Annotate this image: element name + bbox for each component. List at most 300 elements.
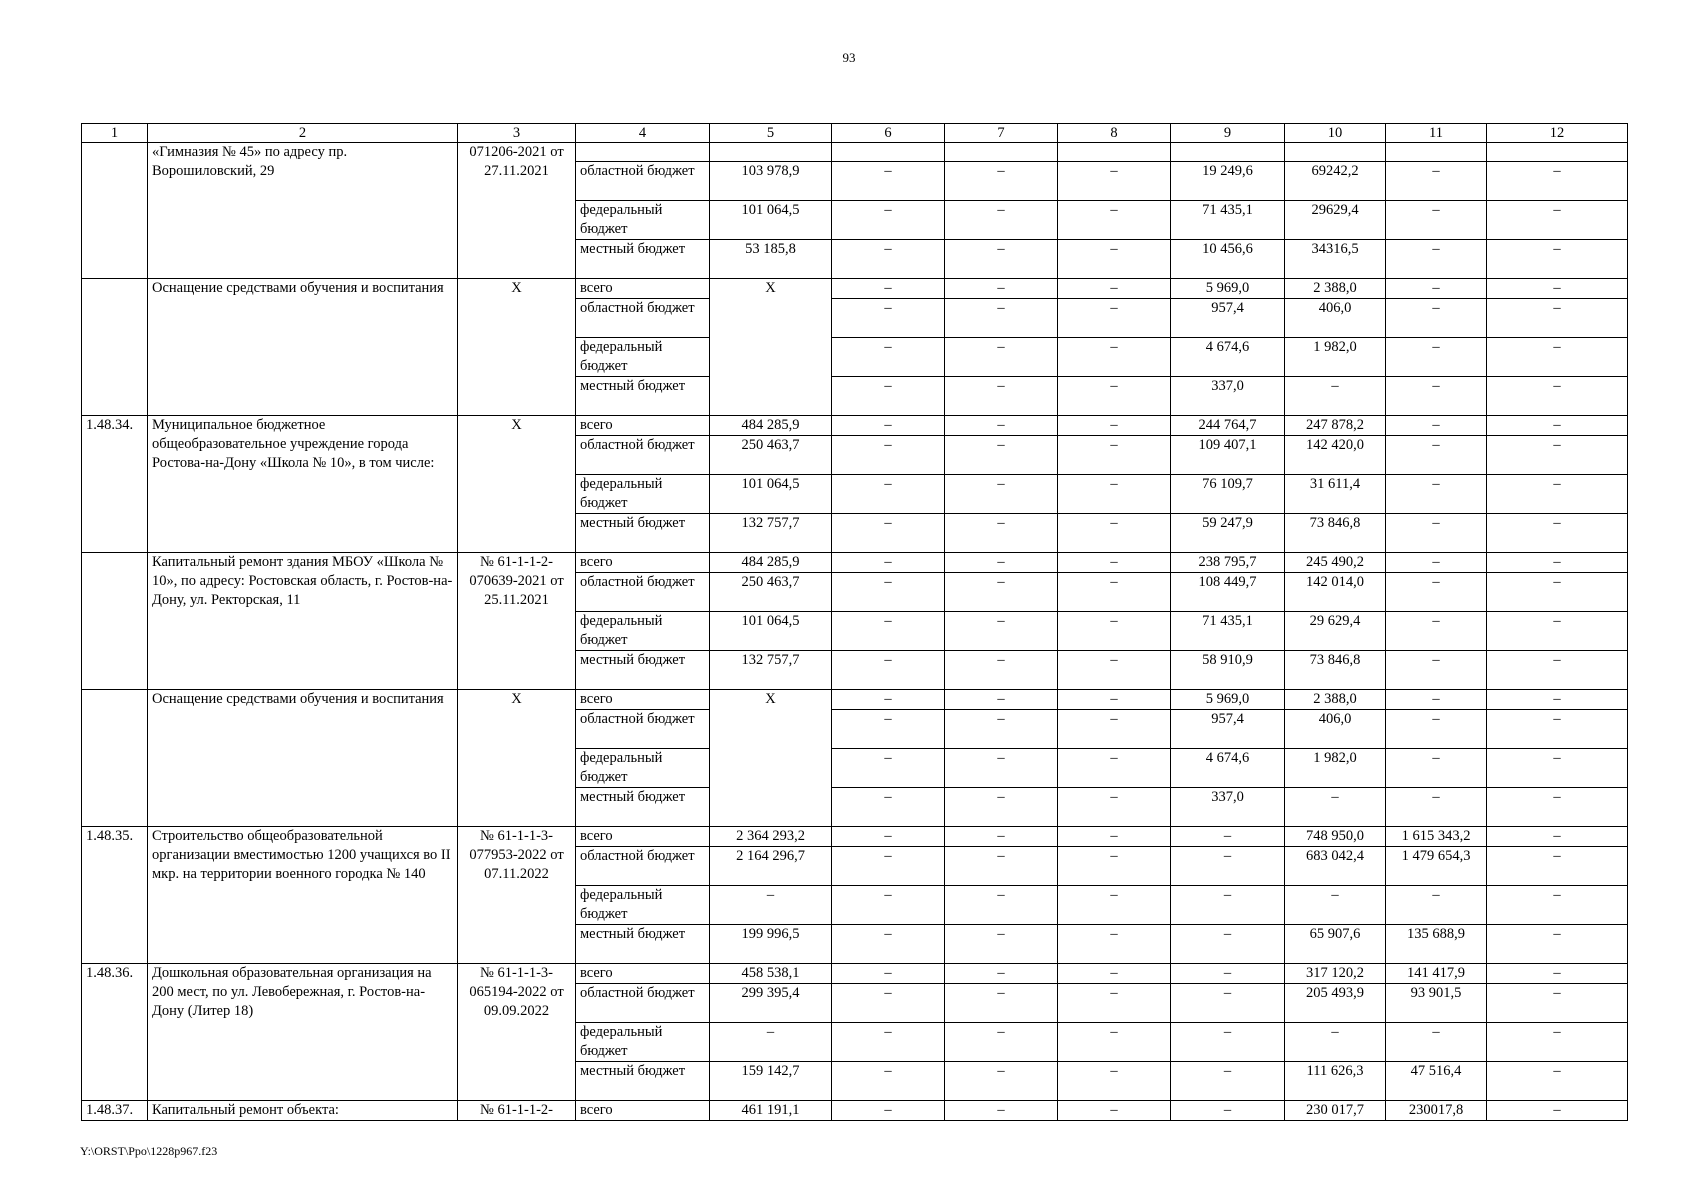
year-value-col-7: – <box>945 553 1058 573</box>
conclusion-number: № 61-1-1-3-065194-2022 от 09.09.2022 <box>458 964 576 1101</box>
year-value-col-10: 65 907,6 <box>1285 925 1386 964</box>
year-value-col-7: – <box>945 827 1058 847</box>
funding-source <box>576 143 710 162</box>
year-value-col-11: 93 901,5 <box>1386 984 1487 1023</box>
year-value-col-11: – <box>1386 710 1487 749</box>
year-value-col-11: – <box>1386 1023 1487 1062</box>
funding-source: областной бюджет <box>576 299 710 338</box>
year-value-col-6: – <box>832 1023 945 1062</box>
year-value-col-6: – <box>832 279 945 299</box>
row-number <box>82 690 148 827</box>
column-header-1: 1 <box>82 124 148 143</box>
year-value-col-6: – <box>832 984 945 1023</box>
year-value-col-10: 683 042,4 <box>1285 847 1386 886</box>
year-value-col-6: – <box>832 436 945 475</box>
year-value-col-11: – <box>1386 788 1487 827</box>
year-value-col-10: 247 878,2 <box>1285 416 1386 436</box>
year-value-col-10: 31 611,4 <box>1285 475 1386 514</box>
year-value-col-7 <box>945 143 1058 162</box>
year-value-col-10: – <box>1285 886 1386 925</box>
year-value-col-12: – <box>1487 1062 1628 1101</box>
year-value-col-8: – <box>1058 612 1171 651</box>
total-amount: 299 395,4 <box>710 984 832 1023</box>
total-amount: 103 978,9 <box>710 162 832 201</box>
year-value-col-12: – <box>1487 984 1628 1023</box>
funding-source: всего <box>576 1101 710 1121</box>
table-row <box>82 690 1628 710</box>
year-value-col-6: – <box>832 240 945 279</box>
year-value-col-9: 337,0 <box>1171 788 1285 827</box>
year-value-col-8: – <box>1058 514 1171 553</box>
year-value-col-11: – <box>1386 651 1487 690</box>
column-header-4: 4 <box>576 124 710 143</box>
year-value-col-12: – <box>1487 886 1628 925</box>
year-value-col-12 <box>1487 143 1628 162</box>
year-value-col-10: 29629,4 <box>1285 201 1386 240</box>
year-value-col-10: 2 388,0 <box>1285 690 1386 710</box>
year-value-col-9: 76 109,7 <box>1171 475 1285 514</box>
year-value-col-7: – <box>945 710 1058 749</box>
year-value-col-6: – <box>832 710 945 749</box>
year-value-col-9: 109 407,1 <box>1171 436 1285 475</box>
year-value-col-6: – <box>832 201 945 240</box>
year-value-col-12: – <box>1487 925 1628 964</box>
year-value-col-6: – <box>832 612 945 651</box>
year-value-col-6: – <box>832 162 945 201</box>
year-value-col-8 <box>1058 143 1171 162</box>
year-value-col-9: 957,4 <box>1171 299 1285 338</box>
year-value-col-8: – <box>1058 690 1171 710</box>
year-value-col-8: – <box>1058 338 1171 377</box>
year-value-col-7: – <box>945 573 1058 612</box>
year-value-col-8: – <box>1058 299 1171 338</box>
funding-source: федеральный бюджет <box>576 475 710 514</box>
funding-source: всего <box>576 827 710 847</box>
year-value-col-9: 71 435,1 <box>1171 612 1285 651</box>
funding-source: федеральный бюджет <box>576 1023 710 1062</box>
year-value-col-11: – <box>1386 279 1487 299</box>
year-value-col-11: – <box>1386 201 1487 240</box>
year-value-col-10: 142 420,0 <box>1285 436 1386 475</box>
year-value-col-8: – <box>1058 1101 1171 1121</box>
year-value-col-9: 59 247,9 <box>1171 514 1285 553</box>
year-value-col-7: – <box>945 925 1058 964</box>
year-value-col-10: 230 017,7 <box>1285 1101 1386 1121</box>
year-value-col-12: – <box>1487 377 1628 416</box>
year-value-col-11: – <box>1386 886 1487 925</box>
year-value-col-10: 205 493,9 <box>1285 984 1386 1023</box>
column-header-5: 5 <box>710 124 832 143</box>
total-amount: Х <box>710 279 832 416</box>
funding-source: местный бюджет <box>576 514 710 553</box>
funding-source: федеральный бюджет <box>576 338 710 377</box>
year-value-col-10 <box>1285 143 1386 162</box>
year-value-col-10: 73 846,8 <box>1285 651 1386 690</box>
funding-source: федеральный бюджет <box>576 612 710 651</box>
year-value-col-9: 108 449,7 <box>1171 573 1285 612</box>
year-value-col-8: – <box>1058 416 1171 436</box>
year-value-col-9: – <box>1171 925 1285 964</box>
object-name: Капитальный ремонт объекта: <box>148 1101 458 1121</box>
year-value-col-10: 111 626,3 <box>1285 1062 1386 1101</box>
year-value-col-6: – <box>832 651 945 690</box>
funding-source: местный бюджет <box>576 240 710 279</box>
year-value-col-7: – <box>945 514 1058 553</box>
funding-source: областной бюджет <box>576 847 710 886</box>
year-value-col-9: 4 674,6 <box>1171 338 1285 377</box>
year-value-col-6: – <box>832 299 945 338</box>
funding-source: федеральный бюджет <box>576 201 710 240</box>
year-value-col-8: – <box>1058 377 1171 416</box>
year-value-col-7: – <box>945 279 1058 299</box>
year-value-col-6: – <box>832 514 945 553</box>
funding-source: федеральный бюджет <box>576 886 710 925</box>
year-value-col-10: 1 982,0 <box>1285 338 1386 377</box>
total-amount: 101 064,5 <box>710 612 832 651</box>
funding-source: областной бюджет <box>576 162 710 201</box>
year-value-col-10: 245 490,2 <box>1285 553 1386 573</box>
funding-source: местный бюджет <box>576 377 710 416</box>
year-value-col-11: 47 516,4 <box>1386 1062 1487 1101</box>
year-value-col-7: – <box>945 1023 1058 1062</box>
year-value-col-6: – <box>832 886 945 925</box>
year-value-col-6: – <box>832 475 945 514</box>
year-value-col-10: – <box>1285 1023 1386 1062</box>
year-value-col-10: 34316,5 <box>1285 240 1386 279</box>
column-header-8: 8 <box>1058 124 1171 143</box>
total-amount: 250 463,7 <box>710 436 832 475</box>
table-body <box>82 124 1628 1121</box>
year-value-col-12: – <box>1487 514 1628 553</box>
year-value-col-10: 317 120,2 <box>1285 964 1386 984</box>
year-value-col-12: – <box>1487 964 1628 984</box>
column-header-6: 6 <box>832 124 945 143</box>
year-value-col-11: – <box>1386 612 1487 651</box>
column-header-7: 7 <box>945 124 1058 143</box>
conclusion-number: № 61-1-1-2-070639-2021 от 25.11.2021 <box>458 553 576 690</box>
year-value-col-6: – <box>832 749 945 788</box>
year-value-col-11: – <box>1386 162 1487 201</box>
year-value-col-11: 135 688,9 <box>1386 925 1487 964</box>
column-header-2: 2 <box>148 124 458 143</box>
year-value-col-12: – <box>1487 436 1628 475</box>
conclusion-number: Х <box>458 279 576 416</box>
year-value-col-7: – <box>945 416 1058 436</box>
year-value-col-10: 406,0 <box>1285 710 1386 749</box>
year-value-col-7: – <box>945 201 1058 240</box>
column-header-11: 11 <box>1386 124 1487 143</box>
total-amount: 484 285,9 <box>710 553 832 573</box>
budget-table <box>81 123 1628 1121</box>
total-amount: 132 757,7 <box>710 651 832 690</box>
year-value-col-12: – <box>1487 1101 1628 1121</box>
year-value-col-10: – <box>1285 377 1386 416</box>
year-value-col-9: – <box>1171 984 1285 1023</box>
year-value-col-8: – <box>1058 651 1171 690</box>
total-amount: 159 142,7 <box>710 1062 832 1101</box>
year-value-col-7: – <box>945 788 1058 827</box>
year-value-col-9: – <box>1171 964 1285 984</box>
year-value-col-7: – <box>945 847 1058 886</box>
year-value-col-11: – <box>1386 377 1487 416</box>
year-value-col-12: – <box>1487 651 1628 690</box>
year-value-col-11: 1 615 343,2 <box>1386 827 1487 847</box>
year-value-col-8: – <box>1058 964 1171 984</box>
year-value-col-8: – <box>1058 436 1171 475</box>
year-value-col-6 <box>832 143 945 162</box>
year-value-col-7: – <box>945 162 1058 201</box>
funding-source: всего <box>576 690 710 710</box>
row-number: 1.48.35. <box>82 827 148 964</box>
year-value-col-7: – <box>945 240 1058 279</box>
year-value-col-12: – <box>1487 299 1628 338</box>
year-value-col-10: 2 388,0 <box>1285 279 1386 299</box>
total-amount: 458 538,1 <box>710 964 832 984</box>
year-value-col-12: – <box>1487 612 1628 651</box>
funding-source: областной бюджет <box>576 436 710 475</box>
year-value-col-7: – <box>945 475 1058 514</box>
funding-source: местный бюджет <box>576 925 710 964</box>
table-row <box>82 553 1628 573</box>
table-row <box>82 1101 1628 1121</box>
year-value-col-6: – <box>832 690 945 710</box>
year-value-col-7: – <box>945 1101 1058 1121</box>
year-value-col-11: – <box>1386 240 1487 279</box>
year-value-col-8: – <box>1058 1062 1171 1101</box>
year-value-col-7: – <box>945 436 1058 475</box>
funding-source: федеральный бюджет <box>576 749 710 788</box>
row-number <box>82 143 148 279</box>
row-number <box>82 553 148 690</box>
year-value-col-7: – <box>945 749 1058 788</box>
year-value-col-10: 73 846,8 <box>1285 514 1386 553</box>
total-amount: 250 463,7 <box>710 573 832 612</box>
year-value-col-6: – <box>832 847 945 886</box>
year-value-col-8: – <box>1058 162 1171 201</box>
total-amount: 484 285,9 <box>710 416 832 436</box>
row-number: 1.48.36. <box>82 964 148 1101</box>
year-value-col-9: 5 969,0 <box>1171 690 1285 710</box>
funding-source: всего <box>576 553 710 573</box>
conclusion-number: Х <box>458 690 576 827</box>
year-value-col-6: – <box>832 573 945 612</box>
conclusion-number: № 61-1-1-2- <box>458 1101 576 1121</box>
year-value-col-6: – <box>832 1062 945 1101</box>
year-value-col-6: – <box>832 788 945 827</box>
year-value-col-7: – <box>945 984 1058 1023</box>
footer-path: Y:\ORST\Ppo\1228p967.f23 <box>80 1144 218 1158</box>
funding-source: всего <box>576 416 710 436</box>
year-value-col-12: – <box>1487 710 1628 749</box>
year-value-col-10: 1 982,0 <box>1285 749 1386 788</box>
year-value-col-8: – <box>1058 553 1171 573</box>
total-amount: 101 064,5 <box>710 475 832 514</box>
year-value-col-9: 5 969,0 <box>1171 279 1285 299</box>
year-value-col-12: – <box>1487 553 1628 573</box>
year-value-col-10: 142 014,0 <box>1285 573 1386 612</box>
year-value-col-9: – <box>1171 886 1285 925</box>
row-number: 1.48.37. <box>82 1101 148 1121</box>
funding-source: местный бюджет <box>576 651 710 690</box>
conclusion-number: № 61-1-1-3-077953-2022 от 07.11.2022 <box>458 827 576 964</box>
year-value-col-12: – <box>1487 338 1628 377</box>
year-value-col-11: – <box>1386 690 1487 710</box>
year-value-col-11 <box>1386 143 1487 162</box>
year-value-col-12: – <box>1487 749 1628 788</box>
year-value-col-6: – <box>832 377 945 416</box>
year-value-col-8: – <box>1058 1023 1171 1062</box>
conclusion-number: 071206-2021 от 27.11.2021 <box>458 143 576 279</box>
page-number: 93 <box>842 50 856 65</box>
year-value-col-9: – <box>1171 1023 1285 1062</box>
year-value-col-6: – <box>832 1101 945 1121</box>
year-value-col-12: – <box>1487 573 1628 612</box>
total-amount: – <box>710 1023 832 1062</box>
year-value-col-9: 58 910,9 <box>1171 651 1285 690</box>
table-row <box>82 143 1628 162</box>
year-value-col-8: – <box>1058 475 1171 514</box>
table-row <box>82 416 1628 436</box>
year-value-col-12: – <box>1487 279 1628 299</box>
year-value-col-7: – <box>945 1062 1058 1101</box>
year-value-col-8: – <box>1058 925 1171 964</box>
year-value-col-8: – <box>1058 279 1171 299</box>
total-amount <box>710 143 832 162</box>
object-name: Строительство общеобразовательной организации вместимостью 1200 учащихся во II мкр. на территории военного городка № 140 <box>148 827 458 964</box>
object-name: «Гимназия № 45» по адресу пр. Ворошиловский, 29 <box>148 143 458 279</box>
year-value-col-11: 1 479 654,3 <box>1386 847 1487 886</box>
funding-source: всего <box>576 964 710 984</box>
year-value-col-10: 748 950,0 <box>1285 827 1386 847</box>
row-number <box>82 279 148 416</box>
year-value-col-11: 141 417,9 <box>1386 964 1487 984</box>
table-row <box>82 827 1628 847</box>
year-value-col-8: – <box>1058 201 1171 240</box>
total-amount: – <box>710 886 832 925</box>
year-value-col-11: – <box>1386 573 1487 612</box>
year-value-col-9: – <box>1171 827 1285 847</box>
year-value-col-12: – <box>1487 201 1628 240</box>
total-amount: 199 996,5 <box>710 925 832 964</box>
year-value-col-9: 10 456,6 <box>1171 240 1285 279</box>
year-value-col-9: 4 674,6 <box>1171 749 1285 788</box>
year-value-col-12: – <box>1487 475 1628 514</box>
year-value-col-10: 29 629,4 <box>1285 612 1386 651</box>
year-value-col-8: – <box>1058 827 1171 847</box>
funding-source: областной бюджет <box>576 710 710 749</box>
year-value-col-9: – <box>1171 847 1285 886</box>
year-value-col-11: – <box>1386 338 1487 377</box>
year-value-col-9: 19 249,6 <box>1171 162 1285 201</box>
year-value-col-8: – <box>1058 710 1171 749</box>
total-amount: 2 364 293,2 <box>710 827 832 847</box>
funding-source: местный бюджет <box>576 1062 710 1101</box>
object-name: Капитальный ремонт здания МБОУ «Школа № 10», по адресу: Ростовская область, г. Ростов-на-Дону, ул. Ректорская, 11 <box>148 553 458 690</box>
year-value-col-9 <box>1171 143 1285 162</box>
year-value-col-7: – <box>945 651 1058 690</box>
table-row <box>82 279 1628 299</box>
year-value-col-6: – <box>832 827 945 847</box>
column-header-9: 9 <box>1171 124 1285 143</box>
year-value-col-6: – <box>832 416 945 436</box>
row-number: 1.48.34. <box>82 416 148 553</box>
year-value-col-12: – <box>1487 847 1628 886</box>
funding-source: областной бюджет <box>576 984 710 1023</box>
year-value-col-8: – <box>1058 847 1171 886</box>
year-value-col-11: – <box>1386 749 1487 788</box>
year-value-col-9: – <box>1171 1062 1285 1101</box>
year-value-col-12: – <box>1487 162 1628 201</box>
year-value-col-11: – <box>1386 299 1487 338</box>
header-row <box>82 124 1628 143</box>
year-value-col-8: – <box>1058 788 1171 827</box>
year-value-col-12: – <box>1487 1023 1628 1062</box>
year-value-col-11: – <box>1386 416 1487 436</box>
object-name: Дошкольная образовательная организация на 200 мест, по ул. Левобережная, г. Ростов-на-Дону (Литер 18) <box>148 964 458 1101</box>
year-value-col-7: – <box>945 964 1058 984</box>
funding-source: местный бюджет <box>576 788 710 827</box>
column-header-10: 10 <box>1285 124 1386 143</box>
total-amount: 461 191,1 <box>710 1101 832 1121</box>
conclusion-number: Х <box>458 416 576 553</box>
year-value-col-9: 71 435,1 <box>1171 201 1285 240</box>
year-value-col-6: – <box>832 553 945 573</box>
year-value-col-10: 69242,2 <box>1285 162 1386 201</box>
year-value-col-6: – <box>832 964 945 984</box>
year-value-col-11: – <box>1386 514 1487 553</box>
year-value-col-12: – <box>1487 416 1628 436</box>
year-value-col-7: – <box>945 338 1058 377</box>
year-value-col-12: – <box>1487 827 1628 847</box>
year-value-col-11: – <box>1386 475 1487 514</box>
column-header-3: 3 <box>458 124 576 143</box>
table-row <box>82 964 1628 984</box>
year-value-col-8: – <box>1058 573 1171 612</box>
year-value-col-6: – <box>832 338 945 377</box>
year-value-col-9: – <box>1171 1101 1285 1121</box>
year-value-col-11: – <box>1386 436 1487 475</box>
total-amount: Х <box>710 690 832 827</box>
total-amount: 132 757,7 <box>710 514 832 553</box>
object-name: Муниципальное бюджетное общеобразовательное учреждение города Ростова-на-Дону «Школа № 10», в том числе: <box>148 416 458 553</box>
funding-source: всего <box>576 279 710 299</box>
year-value-col-7: – <box>945 377 1058 416</box>
funding-source: областной бюджет <box>576 573 710 612</box>
year-value-col-7: – <box>945 612 1058 651</box>
year-value-col-12: – <box>1487 788 1628 827</box>
total-amount: 2 164 296,7 <box>710 847 832 886</box>
column-header-12: 12 <box>1487 124 1628 143</box>
year-value-col-10: 406,0 <box>1285 299 1386 338</box>
year-value-col-7: – <box>945 886 1058 925</box>
year-value-col-12: – <box>1487 240 1628 279</box>
year-value-col-8: – <box>1058 984 1171 1023</box>
year-value-col-11: – <box>1386 553 1487 573</box>
year-value-col-9: 957,4 <box>1171 710 1285 749</box>
year-value-col-7: – <box>945 690 1058 710</box>
object-name: Оснащение средствами обучения и воспитания <box>148 690 458 827</box>
year-value-col-11: 230017,8 <box>1386 1101 1487 1121</box>
year-value-col-9: 238 795,7 <box>1171 553 1285 573</box>
year-value-col-8: – <box>1058 749 1171 788</box>
year-value-col-9: 244 764,7 <box>1171 416 1285 436</box>
total-amount: 53 185,8 <box>710 240 832 279</box>
object-name: Оснащение средствами обучения и воспитания <box>148 279 458 416</box>
year-value-col-8: – <box>1058 240 1171 279</box>
total-amount: 101 064,5 <box>710 201 832 240</box>
year-value-col-7: – <box>945 299 1058 338</box>
year-value-col-10: – <box>1285 788 1386 827</box>
